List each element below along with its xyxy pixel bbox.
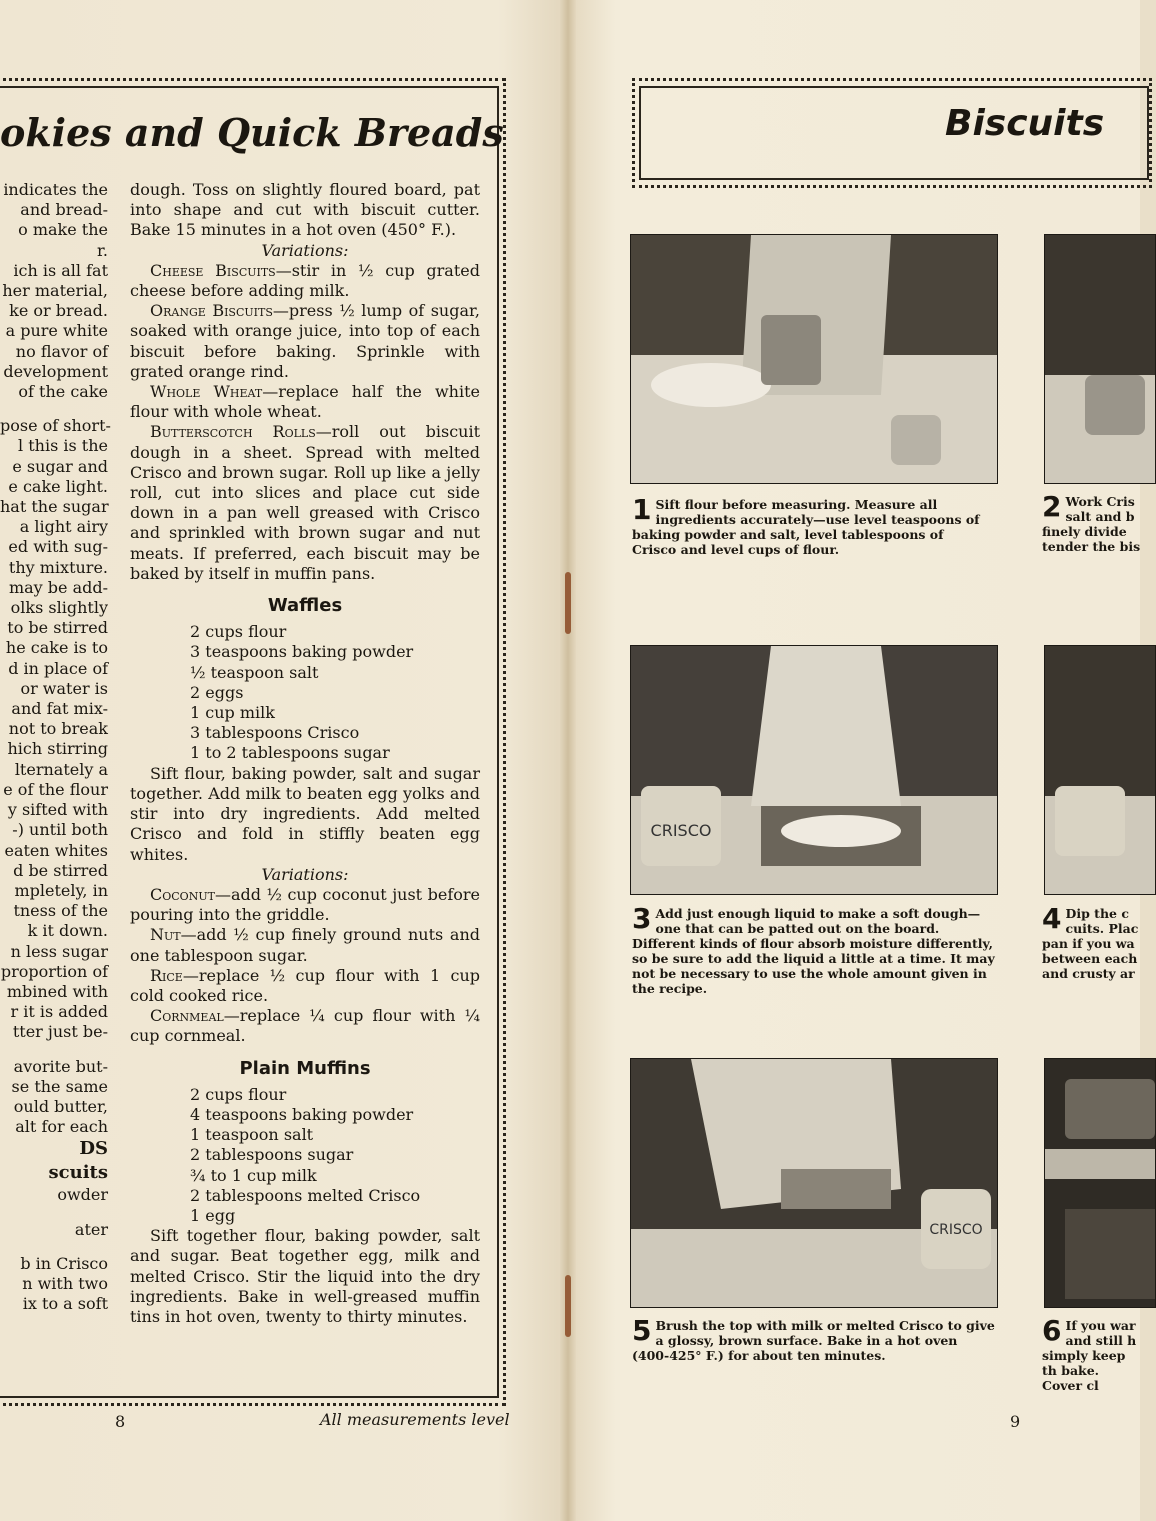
text-line: ed with sug-: [8, 537, 108, 557]
step-text: Add just enough liquid to make a soft dough—one that can be patted out on the board. Different kinds of flour absorb moisture differently, so be sure to add the liquid a little at a time. It may not be necessary to use the whole amount given in the recipe.: [632, 906, 995, 996]
variation-item: [130, 1006, 480, 1046]
text-line: mbined with: [6, 981, 108, 1001]
text-line: -) until both: [12, 820, 108, 840]
variation-item: [130, 925, 480, 965]
ingredient-item: 3 tablespoons Crisco: [190, 723, 360, 743]
patting-dough-photo-icon: [631, 646, 997, 894]
step-photo: [1044, 234, 1156, 484]
variation-text: —press ½ lump of sugar, soaked with orange juice, into top of each biscuit before baking. Sprinkle with grated orange rind.: [130, 301, 480, 381]
ingredient-item: 2 eggs: [190, 682, 244, 702]
step-caption: [632, 493, 992, 557]
left-text-column: [0, 180, 111, 1314]
text-line: lternately a: [14, 759, 108, 779]
variation-name: Whole Wheat: [150, 382, 263, 402]
text-line: proportion of: [0, 961, 108, 981]
ingredient-item: 2 tablespoons melted Crisco: [190, 1185, 421, 1205]
step-photo: [630, 234, 998, 484]
step-caption: [632, 1314, 996, 1363]
variation-item: [130, 261, 480, 301]
text-line: development: [3, 361, 108, 381]
text-line: r it is added: [10, 1002, 108, 1022]
variation-text: —add ½ cup coconut just before pouring into the griddle.: [130, 884, 480, 925]
oven-photo-icon: [1045, 1059, 1155, 1307]
text-line: d in place of: [8, 658, 108, 678]
page-number: 8: [115, 1412, 126, 1431]
text-line: [0, 1043, 108, 1057]
text-line: not to break: [8, 719, 108, 739]
text-line: b in Crisco: [20, 1253, 108, 1273]
text-line: olks slightly: [10, 598, 108, 618]
text-line: he cake is to: [5, 638, 108, 658]
svg-text:CRISCO: CRISCO: [650, 821, 712, 840]
variation-item: [130, 422, 480, 584]
variation-name: Nut: [150, 925, 181, 945]
text-line: tter just be-: [12, 1022, 108, 1042]
waffle-variations: [130, 885, 480, 1047]
step-text: Work Cris salt and b finely divide tender the bis: [1042, 494, 1141, 554]
svg-text:CRISCO: CRISCO: [929, 1222, 983, 1238]
step-caption: [632, 902, 996, 996]
text-line: [0, 1240, 108, 1254]
step-number: 2: [1042, 490, 1062, 523]
step-number: 6: [1042, 1314, 1062, 1347]
text-line: or water is: [20, 678, 108, 698]
step-text: Brush the top with milk or melted Crisco to give a glossy, brown surface. Bake in a hot oven (400-425° F.) for about ten minutes.: [632, 1318, 995, 1363]
ingredient-item: 1 teaspoon salt: [190, 1125, 314, 1145]
crisco-mixing-photo-icon: [1045, 235, 1155, 483]
text-line: [0, 402, 108, 416]
variations-label: Variations:: [261, 240, 349, 260]
variations-label: Variations:: [261, 864, 349, 884]
text-line: ater: [74, 1219, 108, 1239]
text-line: ke or bread.: [9, 301, 108, 321]
ingredient-item: 1 to 2 tablespoons sugar: [190, 743, 390, 763]
brushing-biscuits-photo-icon: [631, 1059, 997, 1307]
step-text: If you war and still h simply keep th bake. Cover cl: [1042, 1318, 1137, 1393]
staple: [565, 572, 571, 634]
variation-text: —stir in ½ cup grated cheese before adding milk.: [130, 260, 480, 301]
page-title: Biscuits: [945, 103, 1105, 144]
cutting-biscuits-photo-icon: [1045, 646, 1155, 894]
text-line: n less sugar: [10, 941, 108, 961]
text-line: ich is all fat: [13, 260, 108, 280]
text-line: avorite but-: [13, 1056, 108, 1076]
text-line: mpletely, in: [14, 880, 108, 900]
step-caption: [1042, 1314, 1142, 1393]
text-line: may be add-: [8, 577, 108, 597]
variation-name: Cornmeal: [150, 1006, 224, 1026]
step-number: 5: [632, 1314, 652, 1347]
variation-text: —roll out biscuit dough in a sheet. Spread with melted Crisco and brown sugar. Roll up like a jelly roll, cut into slices and place cut side down in a pan well greased with Crisco and sprinkled with brown sugar and nut meats. If preferred, each biscuit may be baked by itself in muffin pans.: [130, 422, 480, 583]
variation-item: [130, 966, 480, 1006]
variation-text: —replace half the white flour with whole wheat.: [130, 382, 480, 422]
page-title: okies and Quick Breads: [0, 110, 504, 155]
text-line: alt for each: [15, 1117, 108, 1137]
ingredient-item: 3 teaspoons baking powder: [190, 642, 414, 662]
section-heading: scuits: [48, 1162, 108, 1184]
step-number: 1: [632, 493, 652, 526]
ingredient-item: ½ teaspoon salt: [190, 662, 319, 682]
text-line: e cake light.: [8, 476, 108, 496]
muffins-method: Sift together flour, baking powder, salt and sugar. Beat together egg, milk and melted Crisco. Stir the liquid into the dry ingredients. Bake in well-greased muffin tins in hot oven, twenty to thirty minutes.: [130, 1226, 480, 1326]
ingredient-item: 2 cups flour: [190, 622, 287, 642]
text-line: and fat mix-: [11, 699, 108, 719]
text-line: ix to a soft: [22, 1294, 108, 1314]
variation-name: Cheese Biscuits: [150, 260, 276, 280]
ingredient-item: 2 cups flour: [190, 1084, 287, 1104]
text-line: pose of short-: [0, 416, 111, 436]
text-line: of the cake: [18, 382, 108, 402]
variation-text: —add ½ cup finely ground nuts and one tablespoon sugar.: [130, 925, 480, 965]
text-line: tness of the: [13, 901, 108, 921]
variation-name: Orange Biscuits: [150, 301, 273, 321]
text-line: and bread-: [20, 200, 108, 220]
variation-item: [130, 301, 480, 382]
step-number: 4: [1042, 902, 1062, 935]
text-line: o make the: [18, 220, 108, 240]
text-line: no flavor of: [15, 341, 108, 361]
text-line: n with two: [22, 1273, 108, 1293]
right-text-column: [130, 180, 480, 1327]
text-line: [0, 1206, 108, 1220]
section-heading: DS: [79, 1138, 108, 1160]
text-line: to be stirred: [7, 618, 108, 638]
text-line: l this is the: [18, 436, 108, 456]
muffins-ingredients: [130, 1085, 480, 1226]
text-line: her material,: [2, 281, 108, 301]
variation-name: Coconut: [150, 884, 215, 904]
ingredient-item: 1 egg: [190, 1205, 236, 1225]
variation-text: —replace ¼ cup flour with ¼ cup cornmeal.: [130, 1006, 480, 1046]
ingredient-item: ¾ to 1 cup milk: [190, 1165, 317, 1185]
step-caption: [1042, 490, 1142, 554]
text-line: eaten whites: [4, 840, 108, 860]
text-line: d be stirred: [13, 860, 108, 880]
step-photo: [630, 645, 998, 895]
text-line: se the same: [11, 1076, 108, 1096]
text-line: ould butter,: [13, 1096, 108, 1116]
text-line: a light airy: [19, 517, 108, 537]
step-caption: [1042, 902, 1142, 981]
text-line: r.: [97, 240, 108, 260]
text-line: e of the flour: [3, 779, 108, 799]
waffles-title: Waffles: [267, 595, 343, 617]
text-line: indicates the: [3, 180, 108, 199]
intro-paragraph: dough. Toss on slightly floured board, pat into shape and cut with biscuit cutter. Bake 15 minutes in a hot oven (450° F.).: [130, 180, 480, 240]
text-line: k it down.: [27, 921, 108, 941]
text-line: hich stirring: [7, 739, 108, 759]
variation-item: [130, 382, 480, 422]
text-line: hat the sugar: [0, 497, 109, 517]
variation-item: [130, 885, 480, 925]
text-line: e sugar and: [12, 456, 108, 476]
step-text: Sift flour before measuring. Measure all ingredients accurately—use level teaspoons of baking powder and salt, level tablespoons of Crisco and level cups of flour.: [632, 497, 980, 557]
waffles-ingredients: [130, 622, 480, 763]
sifting-photo-icon: [631, 235, 997, 483]
variation-text: —replace ½ cup flour with 1 cup cold cooked rice.: [130, 965, 480, 1005]
text-line: thy mixture.: [8, 557, 108, 577]
step-photo: [1044, 645, 1156, 895]
text-line: a pure white: [5, 321, 108, 341]
page-number: 9: [1010, 1412, 1021, 1431]
ingredient-item: 4 teaspoons baking powder: [190, 1104, 414, 1124]
footer-note: All measurements level: [320, 1410, 510, 1429]
variation-name: Rice: [150, 965, 183, 985]
text-line: y sifted with: [7, 800, 108, 820]
muffins-title: Plain Muffins: [239, 1057, 371, 1079]
staple: [565, 1275, 571, 1337]
ingredient-item: 1 cup milk: [190, 703, 275, 723]
waffles-method: Sift flour, baking powder, salt and sugar together. Add milk to beaten egg yolks and stir into dry ingredients. Add melted Crisco and fold in stiffly beaten egg whites.: [130, 763, 480, 864]
ingredient-item: 2 tablespoons sugar: [190, 1145, 354, 1165]
step-number: 3: [632, 902, 652, 935]
variation-name: Butterscotch Rolls: [150, 422, 316, 442]
text-line: owder: [57, 1185, 108, 1205]
step-photo: [630, 1058, 998, 1308]
step-photo: [1044, 1058, 1156, 1308]
step-text: Dip the c cuits. Plac pan if you wa between each and crusty ar: [1042, 906, 1139, 981]
biscuit-variations: [130, 261, 480, 584]
